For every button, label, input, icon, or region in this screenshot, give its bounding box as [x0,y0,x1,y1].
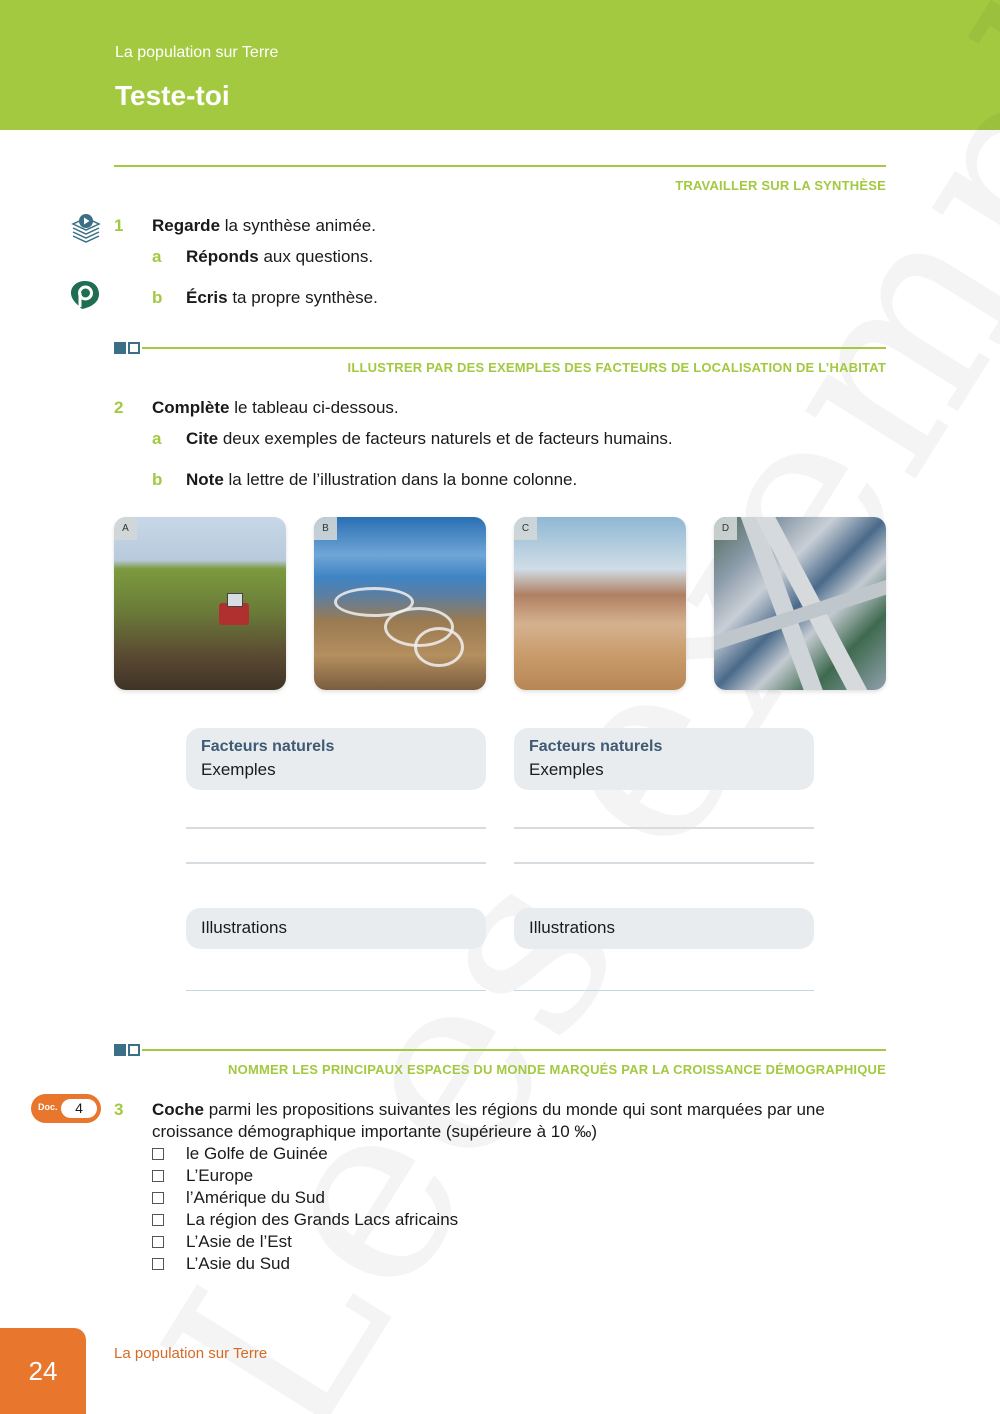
section-3-marker-icon [114,1044,142,1056]
pelckmans-p-icon[interactable] [70,280,100,310]
page-header [0,0,1000,130]
animated-synthesis-icon[interactable] [70,212,102,244]
footer-chapter-title: La population sur Terre [114,1345,268,1362]
natural-factors-header: Facteurs naturels Exemples [186,728,486,790]
question-3-text-line1: Coche parmi les propositions suivantes les régions du monde qui sont marquées par une [152,1100,825,1119]
question-3-number: 3 [114,1100,124,1119]
checkbox[interactable] [152,1258,164,1270]
answer-line-illustrations-2[interactable] [514,990,814,991]
option-asie-du-sud[interactable]: L’Asie du Sud [152,1253,290,1275]
question-2a-letter: a [152,429,162,448]
second-factors-header: Facteurs naturels Exemples [514,728,814,790]
question-2-number: 2 [114,398,124,417]
checkbox[interactable] [152,1214,164,1226]
section-2-label: ILLUSTRER PAR DES EXEMPLES DES FACTEURS DE LOCALISATION DE L’HABITAT [347,360,886,375]
answer-line-examples-2b[interactable] [514,862,814,864]
section-1-divider [114,165,886,167]
checkbox[interactable] [152,1192,164,1204]
illustrations-header-1: Illustrations [186,908,486,949]
photo-c-desert [514,517,686,690]
question-1-number: 1 [114,216,124,235]
question-1-text: Regarde la synthèse animée. [152,216,376,235]
photo-tag: A [114,517,137,540]
option-golfe-de-guinee[interactable]: le Golfe de Guinée [152,1143,328,1165]
page-number: 24 [28,1356,58,1386]
photo-tag: D [714,517,737,540]
question-1a-text: Réponds aux questions. [186,247,374,266]
answer-line-illustrations-1[interactable] [186,990,486,991]
answer-line-examples-1b[interactable] [186,862,486,864]
section-1-label: TRAVAILLER SUR LA SYNTHÈSE [675,178,886,193]
option-grands-lacs[interactable]: La région des Grands Lacs africains [152,1209,458,1231]
tractor-shape [219,603,249,625]
answer-line-examples-1a[interactable] [186,827,486,829]
question-1b-text: Écris ta propre synthèse. [186,288,378,307]
question-2b-text: Note la lettre de l’illustration dans la bonne colonne. [186,470,578,489]
answer-line-examples-2a[interactable] [514,827,814,829]
photo-d-highway-interchange [714,517,886,690]
photo-a-tractor-field [114,517,286,690]
question-2b-letter: b [152,470,163,489]
question-2-text: Complète le tableau ci-dessous. [152,398,399,417]
doc-reference-badge[interactable]: Doc. 4 [31,1094,101,1123]
checkbox[interactable] [152,1236,164,1248]
illustrations-header-2: Illustrations [514,908,814,949]
section-2-divider [142,347,886,349]
section-3-divider [142,1049,886,1051]
option-amerique-du-sud[interactable]: l’Amérique du Sud [152,1187,325,1209]
photo-tag: B [314,517,337,540]
question-1b-letter: b [152,288,163,307]
section-2-marker-icon [114,342,142,354]
option-asie-de-lest[interactable]: L’Asie de l’Est [152,1231,292,1253]
chapter-title: La population sur Terre [115,44,279,61]
checkbox[interactable] [152,1170,164,1182]
checkbox[interactable] [152,1148,164,1160]
question-2a-text: Cite deux exemples de facteurs naturels et de facteurs humains. [186,429,673,448]
option-europe[interactable]: L’Europe [152,1165,253,1187]
question-1a-letter: a [152,247,162,266]
page-title: Teste-toi [115,80,230,111]
section-3-label: NOMMER LES PRINCIPAUX ESPACES DU MONDE MARQUÉS PAR LA CROISSANCE DÉMOGRAPHIQUE [228,1062,886,1077]
photo-tag: C [514,517,537,540]
photo-b-mountain-road [314,517,486,690]
page-number-box [0,1328,86,1414]
question-3-text-line2: croissance démographique importante (supérieure à 10 ‰) [152,1122,598,1141]
